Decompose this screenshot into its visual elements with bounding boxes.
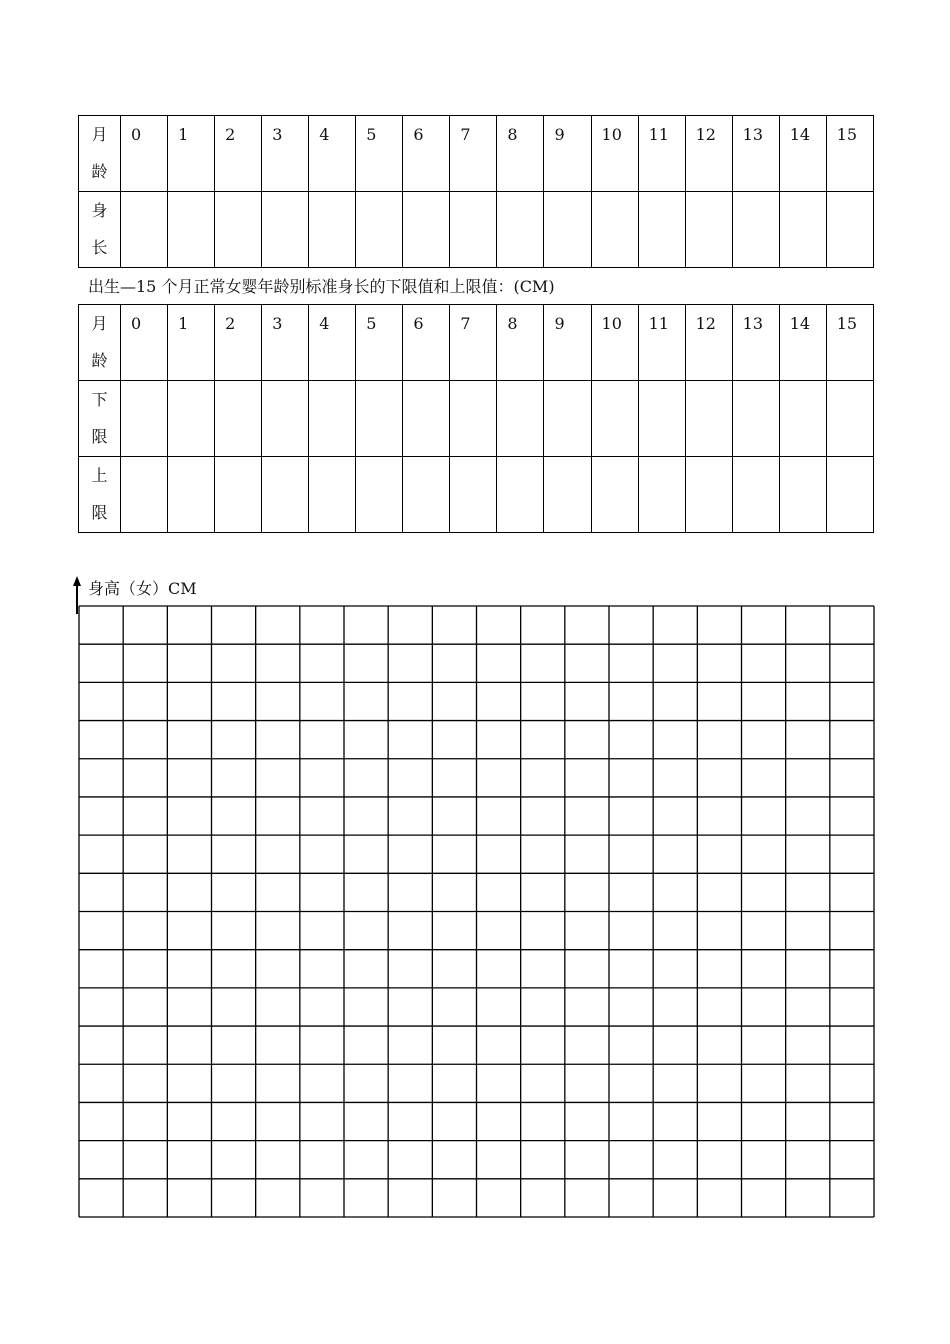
month-cell: 10 [591, 305, 638, 381]
month-cell: 0 [121, 305, 168, 381]
month-cell: 1 [168, 305, 215, 381]
month-cell: 9 [544, 116, 591, 192]
month-cell: 2 [215, 305, 262, 381]
table-row-lower [79, 381, 874, 457]
length-input-cell[interactable] [544, 192, 591, 268]
length-input-cell[interactable] [262, 192, 309, 268]
header-cell-upper: 上 限 [79, 457, 121, 533]
lower-input-cell[interactable] [168, 381, 215, 457]
lower-input-cell[interactable] [450, 381, 497, 457]
month-cell: 3 [262, 116, 309, 192]
lower-input-cell[interactable] [638, 381, 685, 457]
month-cell: 10 [591, 116, 638, 192]
lower-input-cell[interactable] [403, 381, 450, 457]
body-length-table [78, 115, 874, 268]
month-cell: 0 [121, 116, 168, 192]
standard-range-caption: 出生—15 个月正常女婴年龄别标准身长的下限值和上限值：(CM) [88, 277, 555, 296]
lower-input-cell[interactable] [779, 381, 826, 457]
month-cell: 2 [215, 116, 262, 192]
month-cell: 11 [638, 305, 685, 381]
month-cell: 8 [497, 116, 544, 192]
header-cell-month: 月 龄 [79, 116, 121, 192]
month-cell: 9 [544, 305, 591, 381]
length-input-cell[interactable] [121, 192, 168, 268]
month-cell: 14 [779, 305, 826, 381]
month-cell: 11 [638, 116, 685, 192]
lower-input-cell[interactable] [215, 381, 262, 457]
upper-input-cell[interactable] [403, 457, 450, 533]
upper-input-cell[interactable] [544, 457, 591, 533]
lower-input-cell[interactable] [732, 381, 779, 457]
month-cell: 6 [403, 116, 450, 192]
length-input-cell[interactable] [826, 192, 873, 268]
length-input-cell[interactable] [450, 192, 497, 268]
upper-input-cell[interactable] [121, 457, 168, 533]
month-cell: 13 [732, 305, 779, 381]
standard-range-table [78, 304, 874, 533]
month-cell: 4 [309, 305, 356, 381]
upper-input-cell[interactable] [732, 457, 779, 533]
lower-input-cell[interactable] [262, 381, 309, 457]
length-input-cell[interactable] [732, 192, 779, 268]
y-axis-label: 身高（女）CM [88, 579, 197, 598]
length-input-cell[interactable] [497, 192, 544, 268]
month-cell: 8 [497, 305, 544, 381]
header-cell-lower: 下 限 [79, 381, 121, 457]
upper-input-cell[interactable] [450, 457, 497, 533]
month-cell: 15 [826, 305, 873, 381]
month-cell: 3 [262, 305, 309, 381]
upper-input-cell[interactable] [356, 457, 403, 533]
lower-input-cell[interactable] [544, 381, 591, 457]
table-row-month [79, 116, 874, 192]
upper-input-cell[interactable] [826, 457, 873, 533]
upper-input-cell[interactable] [168, 457, 215, 533]
header-cell-month: 月 龄 [79, 305, 121, 381]
month-cell: 1 [168, 116, 215, 192]
length-input-cell[interactable] [685, 192, 732, 268]
month-cell: 15 [826, 116, 873, 192]
upper-input-cell[interactable] [685, 457, 732, 533]
lower-input-cell[interactable] [121, 381, 168, 457]
upper-input-cell[interactable] [591, 457, 638, 533]
table-row-upper [79, 457, 874, 533]
length-input-cell[interactable] [168, 192, 215, 268]
table-row-month [79, 305, 874, 381]
length-input-cell[interactable] [309, 192, 356, 268]
month-cell: 7 [450, 116, 497, 192]
header-cell-length: 身 长 [79, 192, 121, 268]
upper-input-cell[interactable] [309, 457, 356, 533]
month-cell: 12 [685, 305, 732, 381]
upper-input-cell[interactable] [779, 457, 826, 533]
upper-input-cell[interactable] [638, 457, 685, 533]
lower-input-cell[interactable] [356, 381, 403, 457]
height-chart-grid[interactable] [78, 605, 875, 1218]
upper-input-cell[interactable] [215, 457, 262, 533]
length-input-cell[interactable] [779, 192, 826, 268]
month-cell: 4 [309, 116, 356, 192]
month-cell: 5 [356, 305, 403, 381]
lower-input-cell[interactable] [497, 381, 544, 457]
month-cell: 5 [356, 116, 403, 192]
upper-input-cell[interactable] [262, 457, 309, 533]
length-input-cell[interactable] [638, 192, 685, 268]
month-cell: 14 [779, 116, 826, 192]
table-row-length [79, 192, 874, 268]
length-input-cell[interactable] [403, 192, 450, 268]
length-input-cell[interactable] [215, 192, 262, 268]
month-cell: 6 [403, 305, 450, 381]
upper-input-cell[interactable] [497, 457, 544, 533]
month-cell: 12 [685, 116, 732, 192]
lower-input-cell[interactable] [685, 381, 732, 457]
lower-input-cell[interactable] [309, 381, 356, 457]
lower-input-cell[interactable] [591, 381, 638, 457]
lower-input-cell[interactable] [826, 381, 873, 457]
length-input-cell[interactable] [591, 192, 638, 268]
month-cell: 7 [450, 305, 497, 381]
month-cell: 13 [732, 116, 779, 192]
length-input-cell[interactable] [356, 192, 403, 268]
